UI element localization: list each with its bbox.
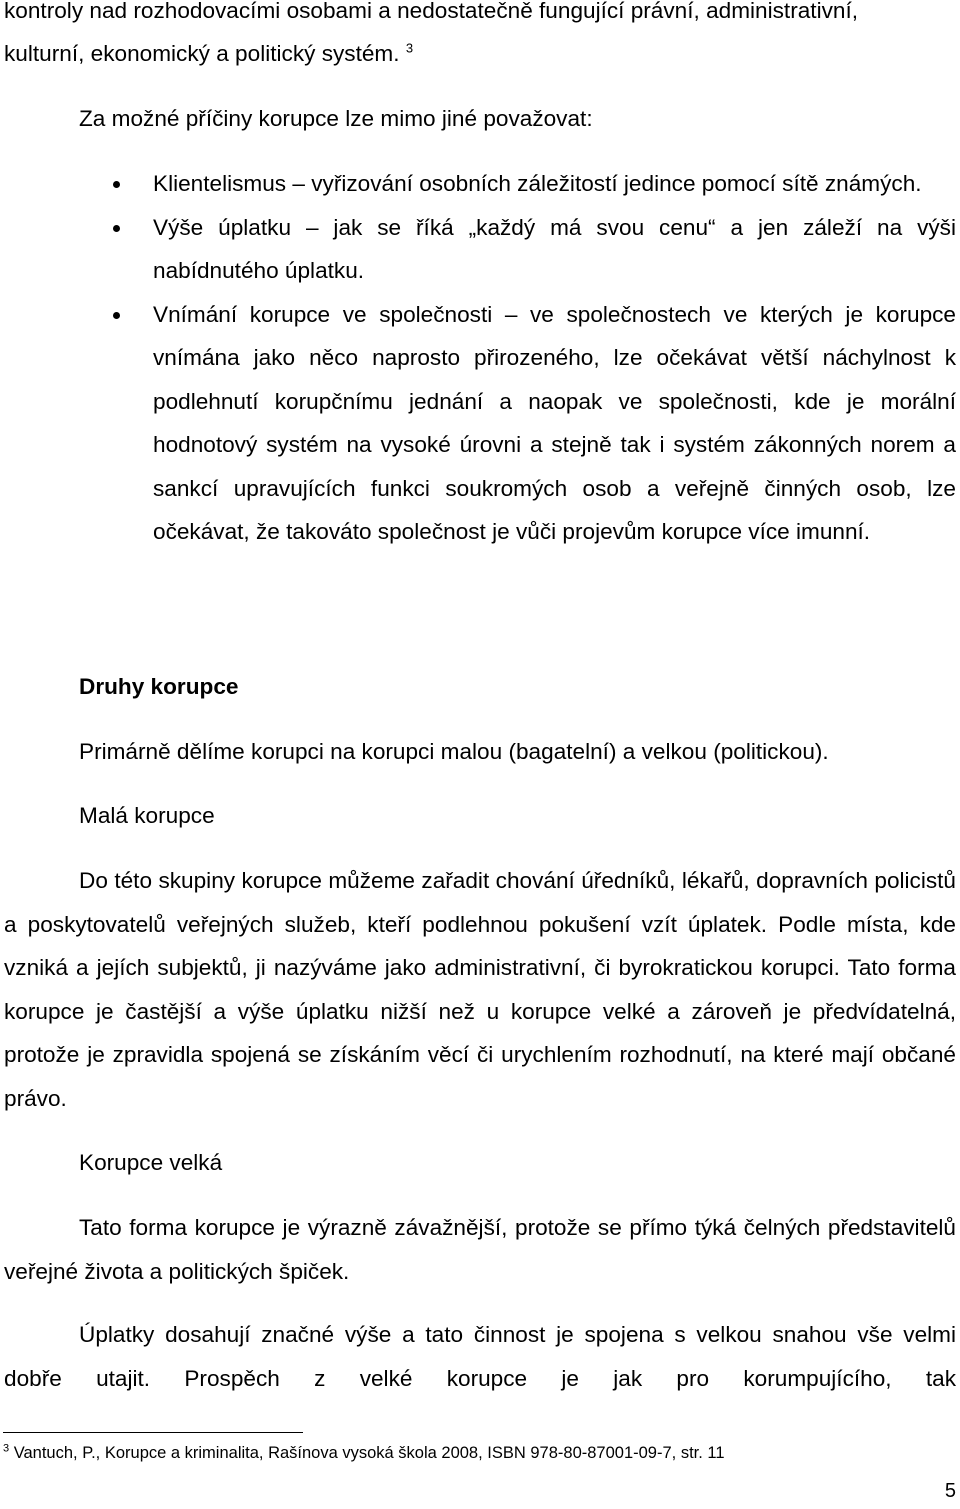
small-corruption-heading [79,794,956,838]
causes-intro [79,97,956,141]
bullet-icon [113,225,120,232]
large-corruption-text-1: Tato forma korupce je výrazně závažnější, protože se přímo týká čelných představitelů veřejné života a politických špiček. [4,1215,956,1284]
continuation-line-1 [4,0,956,33]
continuation-text-2: kulturní, ekonomický a politický systém. [4,41,400,66]
continuation-line-2 [4,32,956,76]
small-corruption-heading-text: Malá korupce [79,803,215,828]
footnote-reference: 3 [405,40,414,56]
cause-text: Výše úplatku – jak se říká „každý má svou cenu“ a jen záleží na výši nabídnutého úplatku. [153,214,956,283]
section-intro-text: Primárně dělíme korupci na korupci malou (bagatelní) a velkou (politickou). [79,739,829,764]
large-corruption-heading-text: Korupce velká [79,1150,223,1175]
bullet-icon [113,181,120,188]
page-number: 5 [944,1480,956,1502]
large-corruption-heading [79,1141,956,1185]
section-heading [79,665,238,709]
section-intro [79,730,956,774]
small-corruption-paragraph [4,859,956,1120]
causes-list [0,162,960,554]
causes-intro-text: Za možné příčiny korupce lze mimo jiné považovat: [79,106,593,131]
list-item [0,293,960,554]
large-corruption-text-2: Úplatky dosahují značné výše a tato činnost je spojena s velkou snahou vše velmi dobře utajit. Prospěch z velké korupce je jak pro korumpujícího, tak [4,1322,956,1391]
section-heading-text: Druhy korupce [79,674,239,699]
large-corruption-paragraph-2 [4,1313,956,1400]
list-item [0,206,960,293]
bullet-icon [113,312,120,319]
footnote-separator [3,1432,303,1433]
footnote-mark: 3 [3,1442,10,1455]
cause-text: Vnímání korupce ve společnosti – ve společnostech ve kterých je korupce vnímána jako něco naprosto přirozeného, lze očekávat větší náchylnost k podlehnutí korupčnímu jednání a naopak ve společnosti, kde je morální hodnotový systém na vysoké úrovni a stejně tak i systém zákonných norem a sankcí upravujících funkci soukromých osob a veřejně činných osob, lze očekávat, že takováto společnost je vůči projevům korupce více imunní. [153,301,956,544]
continuation-text-1: kontroly nad rozhodovacími osobami a nedostatečně fungující právní, administrativní, [4,0,859,23]
footnote [3,1440,725,1466]
list-item [0,162,960,206]
small-corruption-text: Do této skupiny korupce můžeme zařadit chování úředníků, lékařů, dopravních policistů a poskytovatelů veřejných služeb, kteří podlehnou pokušení vzít úplatek. Podle místa, kde vzniká a jejích subjektů, ji nazýváme jako administrativní, či byrokratickou korupci. Tato forma korupce je častější a výše úplatku nižší než u korupce velké a zároveň je předvídatelná, protože je zpravidla spojená se získáním věcí či urychlením rozhodnutí, na které mají občané právo. [4,868,956,1111]
large-corruption-paragraph-1 [4,1206,956,1293]
cause-text: Klientelismus – vyřizování osobních záležitostí jedince pomocí sítě známých. [153,171,922,196]
footnote-text: Vantuch, P., Korupce a kriminalita, Rašínova vysoká škola 2008, ISBN 978-80-87001-09-7, str. 11 [13,1444,725,1462]
